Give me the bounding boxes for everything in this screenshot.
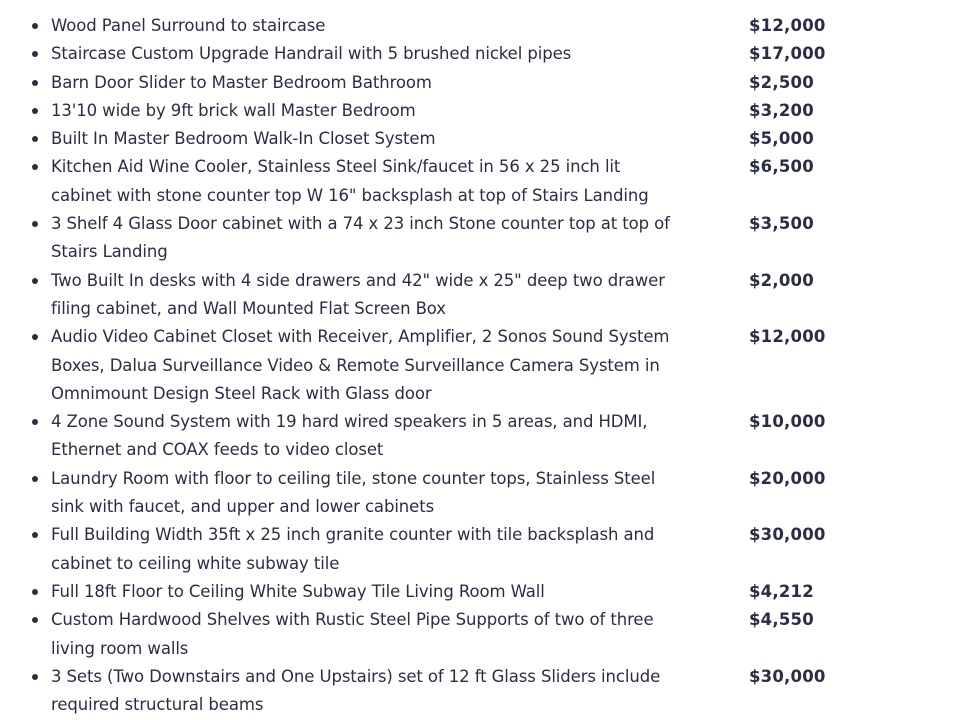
- item-price: $30,000: [749, 525, 826, 545]
- item-description-line: Staircase Custom Upgrade Handrail with 5 brushed nickel pipes: [51, 44, 572, 64]
- item-price: $5,000: [749, 129, 814, 149]
- item-description: [51, 40, 701, 68]
- item-description: [51, 521, 701, 578]
- item-price: $12,000: [749, 16, 826, 35]
- list-item: [0, 125, 960, 153]
- bullet-icon: [28, 465, 51, 493]
- item-description-line: Custom Hardwood Shelves with Rustic Steel Pipe Supports of two of three: [51, 610, 654, 630]
- item-price: $10,000: [749, 412, 826, 432]
- list-item: [0, 210, 960, 267]
- bullet-icon: [28, 12, 51, 40]
- item-description: [51, 323, 701, 408]
- item-description-line: filing cabinet, and Wall Mounted Flat Screen Box: [51, 298, 446, 318]
- bullet-icon: [28, 408, 51, 436]
- bullet-icon: [28, 210, 51, 238]
- item-description-line: cabinet with stone counter top W 16" backsplash at top of Stairs Landing: [51, 185, 649, 205]
- list-item: [0, 69, 960, 97]
- list-item: [0, 578, 960, 606]
- bullet-icon: [28, 69, 51, 97]
- item-description: [51, 69, 701, 97]
- item-description-line: Boxes, Dalua Surveillance Video & Remote Surveillance Camera System in: [51, 355, 660, 375]
- item-price: $4,550: [749, 610, 814, 630]
- item-description-line: 3 Sets (Two Downstairs and One Upstairs) set of 12 ft Glass Sliders include: [51, 666, 661, 686]
- item-description-line: Two Built In desks with 4 side drawers and 42" wide x 25" deep two drawer: [51, 270, 665, 290]
- item-price: $6,500: [749, 157, 814, 177]
- item-description-line: Ethernet and COAX feeds to video closet: [51, 440, 384, 460]
- item-description-line: 13'10 wide by 9ft brick wall Master Bedroom: [51, 100, 416, 120]
- bullet-icon: [28, 578, 51, 606]
- item-description: [51, 267, 701, 324]
- item-price: $20,000: [749, 468, 826, 488]
- list-item: [0, 408, 960, 465]
- list-item: [0, 97, 960, 125]
- item-description-line: Laundry Room with floor to ceiling tile, stone counter tops, Stainless Steel: [51, 468, 656, 488]
- list-item: [0, 267, 960, 324]
- item-price: $3,200: [749, 100, 814, 120]
- item-price: $12,000: [749, 327, 826, 347]
- item-description-line: 3 Shelf 4 Glass Door cabinet with a 74 x 23 inch Stone counter top at top of: [51, 214, 670, 234]
- bullet-icon: [28, 323, 51, 351]
- list-item: [0, 521, 960, 578]
- item-description-line: Barn Door Slider to Master Bedroom Bathroom: [51, 72, 432, 92]
- item-description-line: Kitchen Aid Wine Cooler, Stainless Steel Sink/faucet in 56 x 25 inch lit: [51, 157, 621, 177]
- bullet-icon: [28, 97, 51, 125]
- item-description-line: cabinet to ceiling white subway tile: [51, 553, 340, 573]
- item-description-line: Built In Master Bedroom Walk-In Closet System: [51, 129, 436, 149]
- list-item: [0, 606, 960, 663]
- bullet-icon: [28, 125, 51, 153]
- bullet-icon: [28, 663, 51, 691]
- item-price: $30,000: [749, 666, 826, 686]
- item-price: $4,212: [749, 581, 814, 601]
- item-description-line: Audio Video Cabinet Closet with Receiver, Amplifier, 2 Sonos Sound System: [51, 327, 670, 347]
- item-description: [51, 153, 701, 210]
- item-description-line: Full 18ft Floor to Ceiling White Subway Tile Living Room Wall: [51, 581, 545, 601]
- item-description: [51, 465, 701, 522]
- item-description-line: living room walls: [51, 638, 189, 658]
- item-price: $3,500: [749, 214, 814, 234]
- bullet-icon: [28, 521, 51, 549]
- item-price: $2,500: [749, 72, 814, 92]
- item-description: [51, 12, 701, 40]
- list-item: [0, 323, 960, 408]
- item-description: [51, 408, 701, 465]
- item-description-line: required structural beams: [51, 695, 264, 715]
- item-description: [51, 125, 701, 153]
- item-description-line: sink with faucet, and upper and lower cabinets: [51, 497, 435, 517]
- item-description-line: 4 Zone Sound System with 19 hard wired speakers in 5 areas, and HDMI,: [51, 412, 648, 432]
- bullet-icon: [28, 606, 51, 634]
- item-price: $2,000: [749, 270, 814, 290]
- item-description-line: Omnimount Design Steel Rack with Glass door: [51, 383, 432, 403]
- list-item: [0, 153, 960, 210]
- item-description: [51, 97, 701, 125]
- list-item: [0, 12, 960, 40]
- bullet-icon: [28, 267, 51, 295]
- list-item: [0, 465, 960, 522]
- item-description: [51, 578, 701, 606]
- item-description: [51, 210, 701, 267]
- item-description-line: Wood Panel Surround to staircase: [51, 16, 326, 35]
- item-description-line: Stairs Landing: [51, 242, 168, 262]
- item-description: [51, 663, 701, 720]
- item-price: $17,000: [749, 44, 826, 64]
- item-description-line: Full Building Width 35ft x 25 inch granite counter with tile backsplash and: [51, 525, 655, 545]
- list-item: [0, 663, 960, 720]
- bullet-icon: [28, 153, 51, 181]
- item-description: [51, 606, 701, 663]
- list-item: [0, 40, 960, 68]
- bullet-icon: [28, 40, 51, 68]
